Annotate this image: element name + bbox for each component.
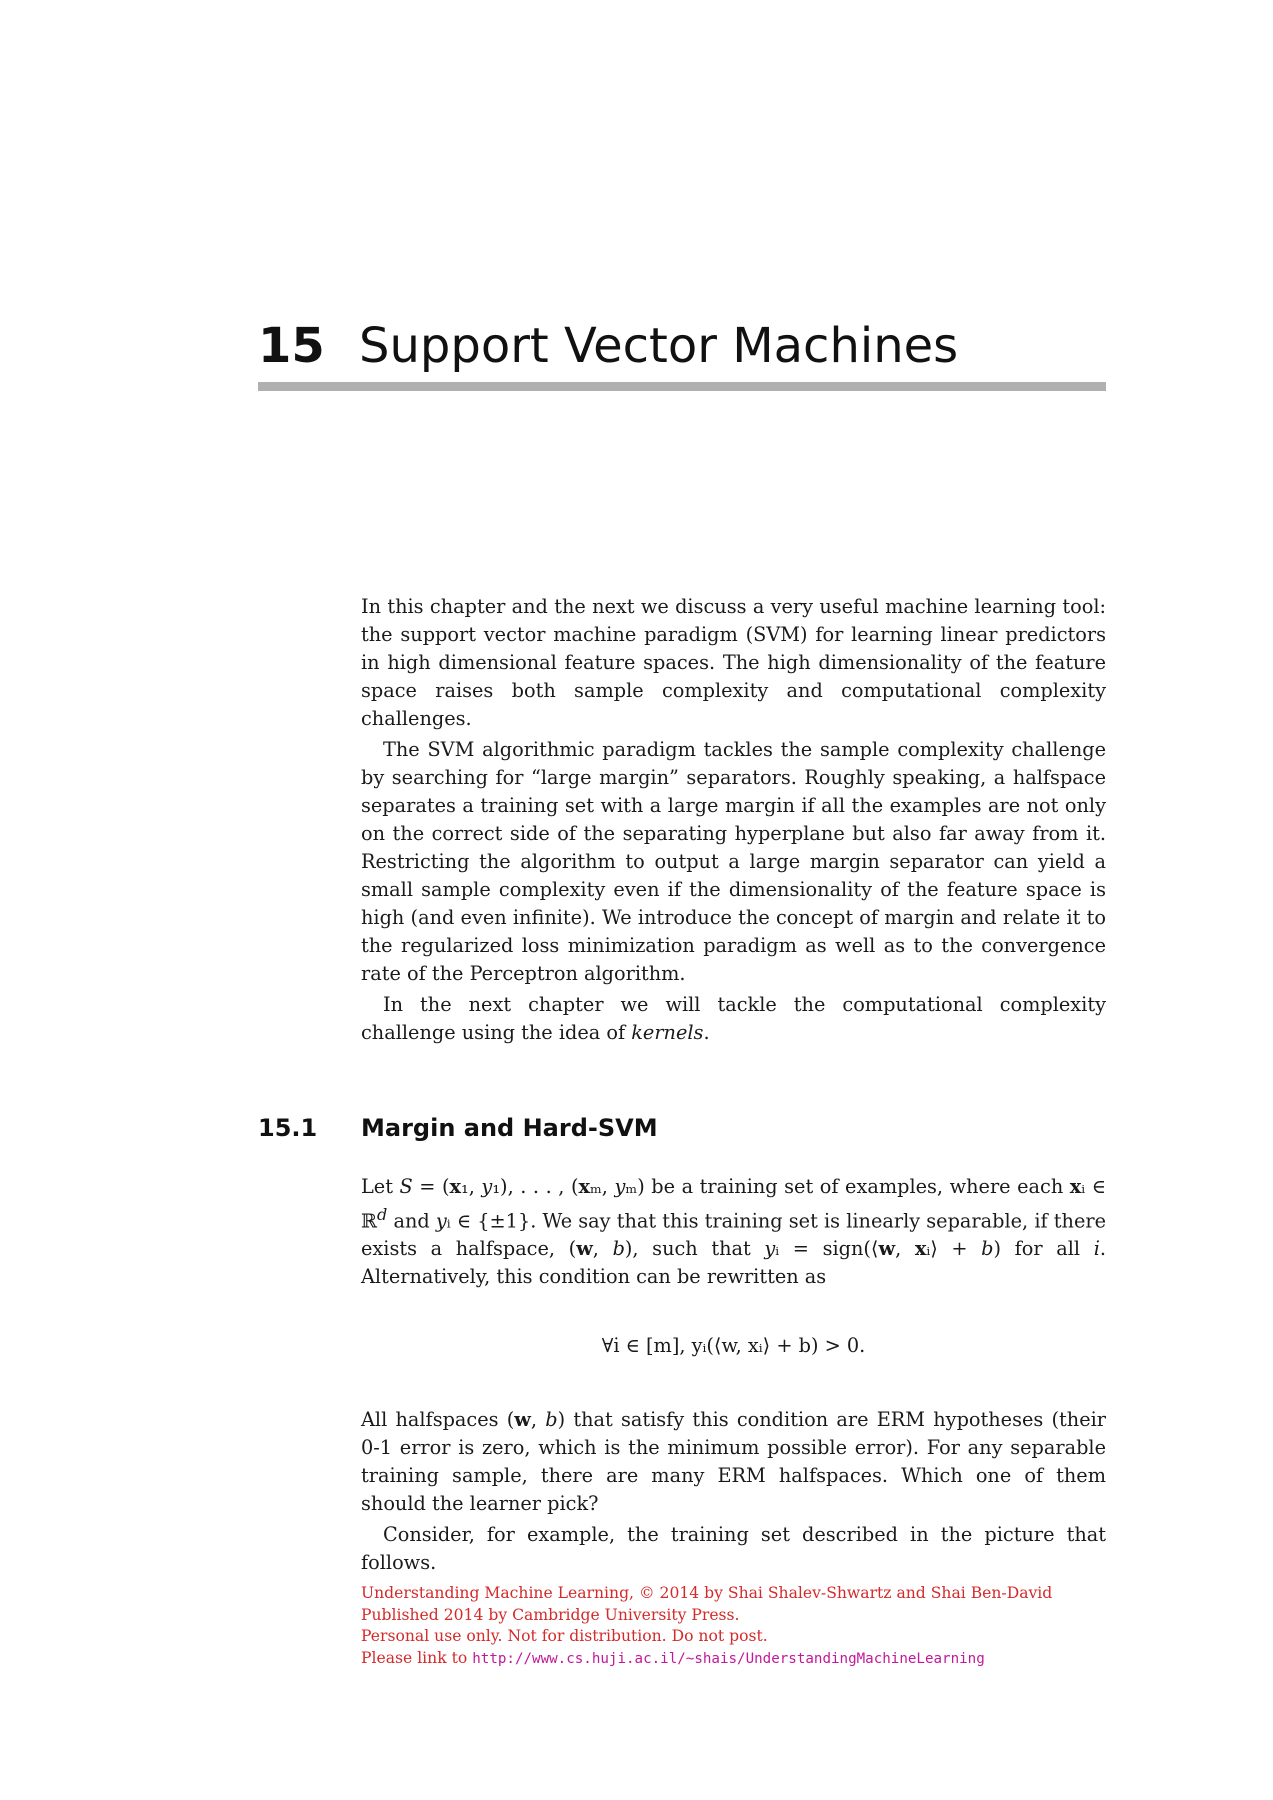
intro-paragraph-3	[361, 991, 1106, 1047]
math-var: b	[612, 1237, 625, 1261]
math-var: i	[1093, 1237, 1100, 1261]
text-run: and	[387, 1209, 436, 1233]
math-var: y	[764, 1237, 776, 1261]
text-run: . Alternatively, this condition can be rewritten as	[361, 1237, 1106, 1289]
text-run: ) for all	[993, 1237, 1094, 1261]
math-var: S	[399, 1175, 413, 1198]
text-run: ₁,	[461, 1175, 482, 1198]
math-var: b	[981, 1237, 994, 1261]
footer-link[interactable]: http://www.cs.huji.ac.il/~shais/UnderstandingMachineLearning	[472, 1650, 985, 1667]
math-vector: x	[914, 1237, 927, 1261]
footer-line-1: Understanding Machine Learning, © 2014 by Shai Shalev-Shwartz and Shai Ben-David	[361, 1584, 1053, 1602]
section-number: 15.1	[258, 1114, 318, 1142]
math-var: y	[435, 1209, 447, 1233]
math-var: y	[481, 1175, 493, 1198]
kernels-emphasis: kernels	[631, 1021, 704, 1044]
footer-line-4	[361, 1648, 1106, 1671]
text-run: ᵢ = sign(⟨	[775, 1237, 879, 1261]
text-run: = (	[412, 1175, 450, 1198]
math-vector: w	[878, 1237, 896, 1261]
section-paragraph-2	[361, 1406, 1106, 1518]
footer-link-prefix: Please link to	[361, 1648, 473, 1667]
section-paragraph-1	[361, 1173, 1106, 1291]
math-vector: x	[1069, 1175, 1082, 1198]
text-run: ᵢ ∈ ℝ	[361, 1175, 1106, 1233]
section-body	[361, 1173, 1106, 1291]
section-paragraph-3: Consider, for example, the training set described in the picture that follows.	[361, 1523, 1106, 1574]
chapter-intro	[361, 593, 1106, 1047]
intro-paragraph-1: In this chapter and the next we discuss a very useful machine learning tool: the support vector machine paradigm (SVM) for learning linear predictors in high dimensional feature spaces. The high dimensionality of the feature space raises both sample complexity and computational complexity challenges.	[361, 595, 1106, 730]
text-run: ᵢ⟩ +	[926, 1237, 982, 1261]
section-title: Margin and Hard-SVM	[361, 1114, 658, 1142]
math-var: b	[545, 1408, 558, 1431]
math-vector: x	[449, 1175, 462, 1198]
math-var: y	[614, 1175, 626, 1198]
text-run: All halfspaces (	[361, 1408, 515, 1431]
intro-p3-end: .	[703, 1021, 710, 1044]
text-run: ₘ) be a training set of examples, where each	[625, 1175, 1070, 1198]
text-run: ₘ,	[589, 1175, 615, 1198]
intro-paragraph-2: The SVM algorithmic paradigm tackles the sample complexity challenge by searching for “large margin” separators. Roughly speaking, a halfspace separates a training set with a large margin if all the examples are not only on the correct side of the separating hyperplane but also far away from it. Restricting the algorithm to output a large margin separator can yield a small sample complexity even if the dimensionality of the feature space is high (and even infinite). We introduce the concept of margin and relate it to the regularized loss minimization paradigm as well as to the convergence rate of the Perceptron algorithm.	[361, 738, 1106, 985]
display-equation: ∀i ∈ [m], yᵢ(⟨w, xᵢ⟩ + b) > 0.	[601, 1334, 866, 1357]
math-vector: w	[514, 1408, 531, 1431]
text-run: ,	[592, 1237, 613, 1261]
math-superscript: d	[377, 1205, 388, 1224]
text-run: Let	[361, 1175, 400, 1198]
intro-p3-text: In the next chapter we will tackle the computational complexity challenge using the idea of	[361, 993, 1106, 1044]
text-run: ᵢ ∈ {±1}. We say that this training set is linearly separable, if there exists a halfspace, (	[361, 1209, 1106, 1261]
text-run: ₁), . . . , (	[492, 1175, 579, 1198]
text-run: ,	[895, 1237, 915, 1261]
chapter-number: 15	[258, 318, 325, 374]
chapter-title: Support Vector Machines	[359, 318, 959, 374]
copyright-footer	[361, 1583, 1106, 1670]
text-run: ), such that	[624, 1237, 765, 1261]
text-run: ) that satisfy this condition are ERM hypotheses (their 0-1 error is zero, which is the minimum possible error). For any separable training sample, there are many ERM halfspaces. Which one of them should the learner pick?	[361, 1408, 1106, 1515]
text-run: ,	[530, 1408, 546, 1431]
section-body-continued	[361, 1406, 1106, 1577]
math-vector: x	[578, 1175, 590, 1198]
footer-line-2: Published 2014 by Cambridge University Press.	[361, 1605, 740, 1624]
footer-line-3: Personal use only. Not for distribution. Do not post.	[361, 1627, 768, 1645]
chapter-rule	[258, 382, 1106, 391]
math-vector: w	[576, 1237, 593, 1261]
